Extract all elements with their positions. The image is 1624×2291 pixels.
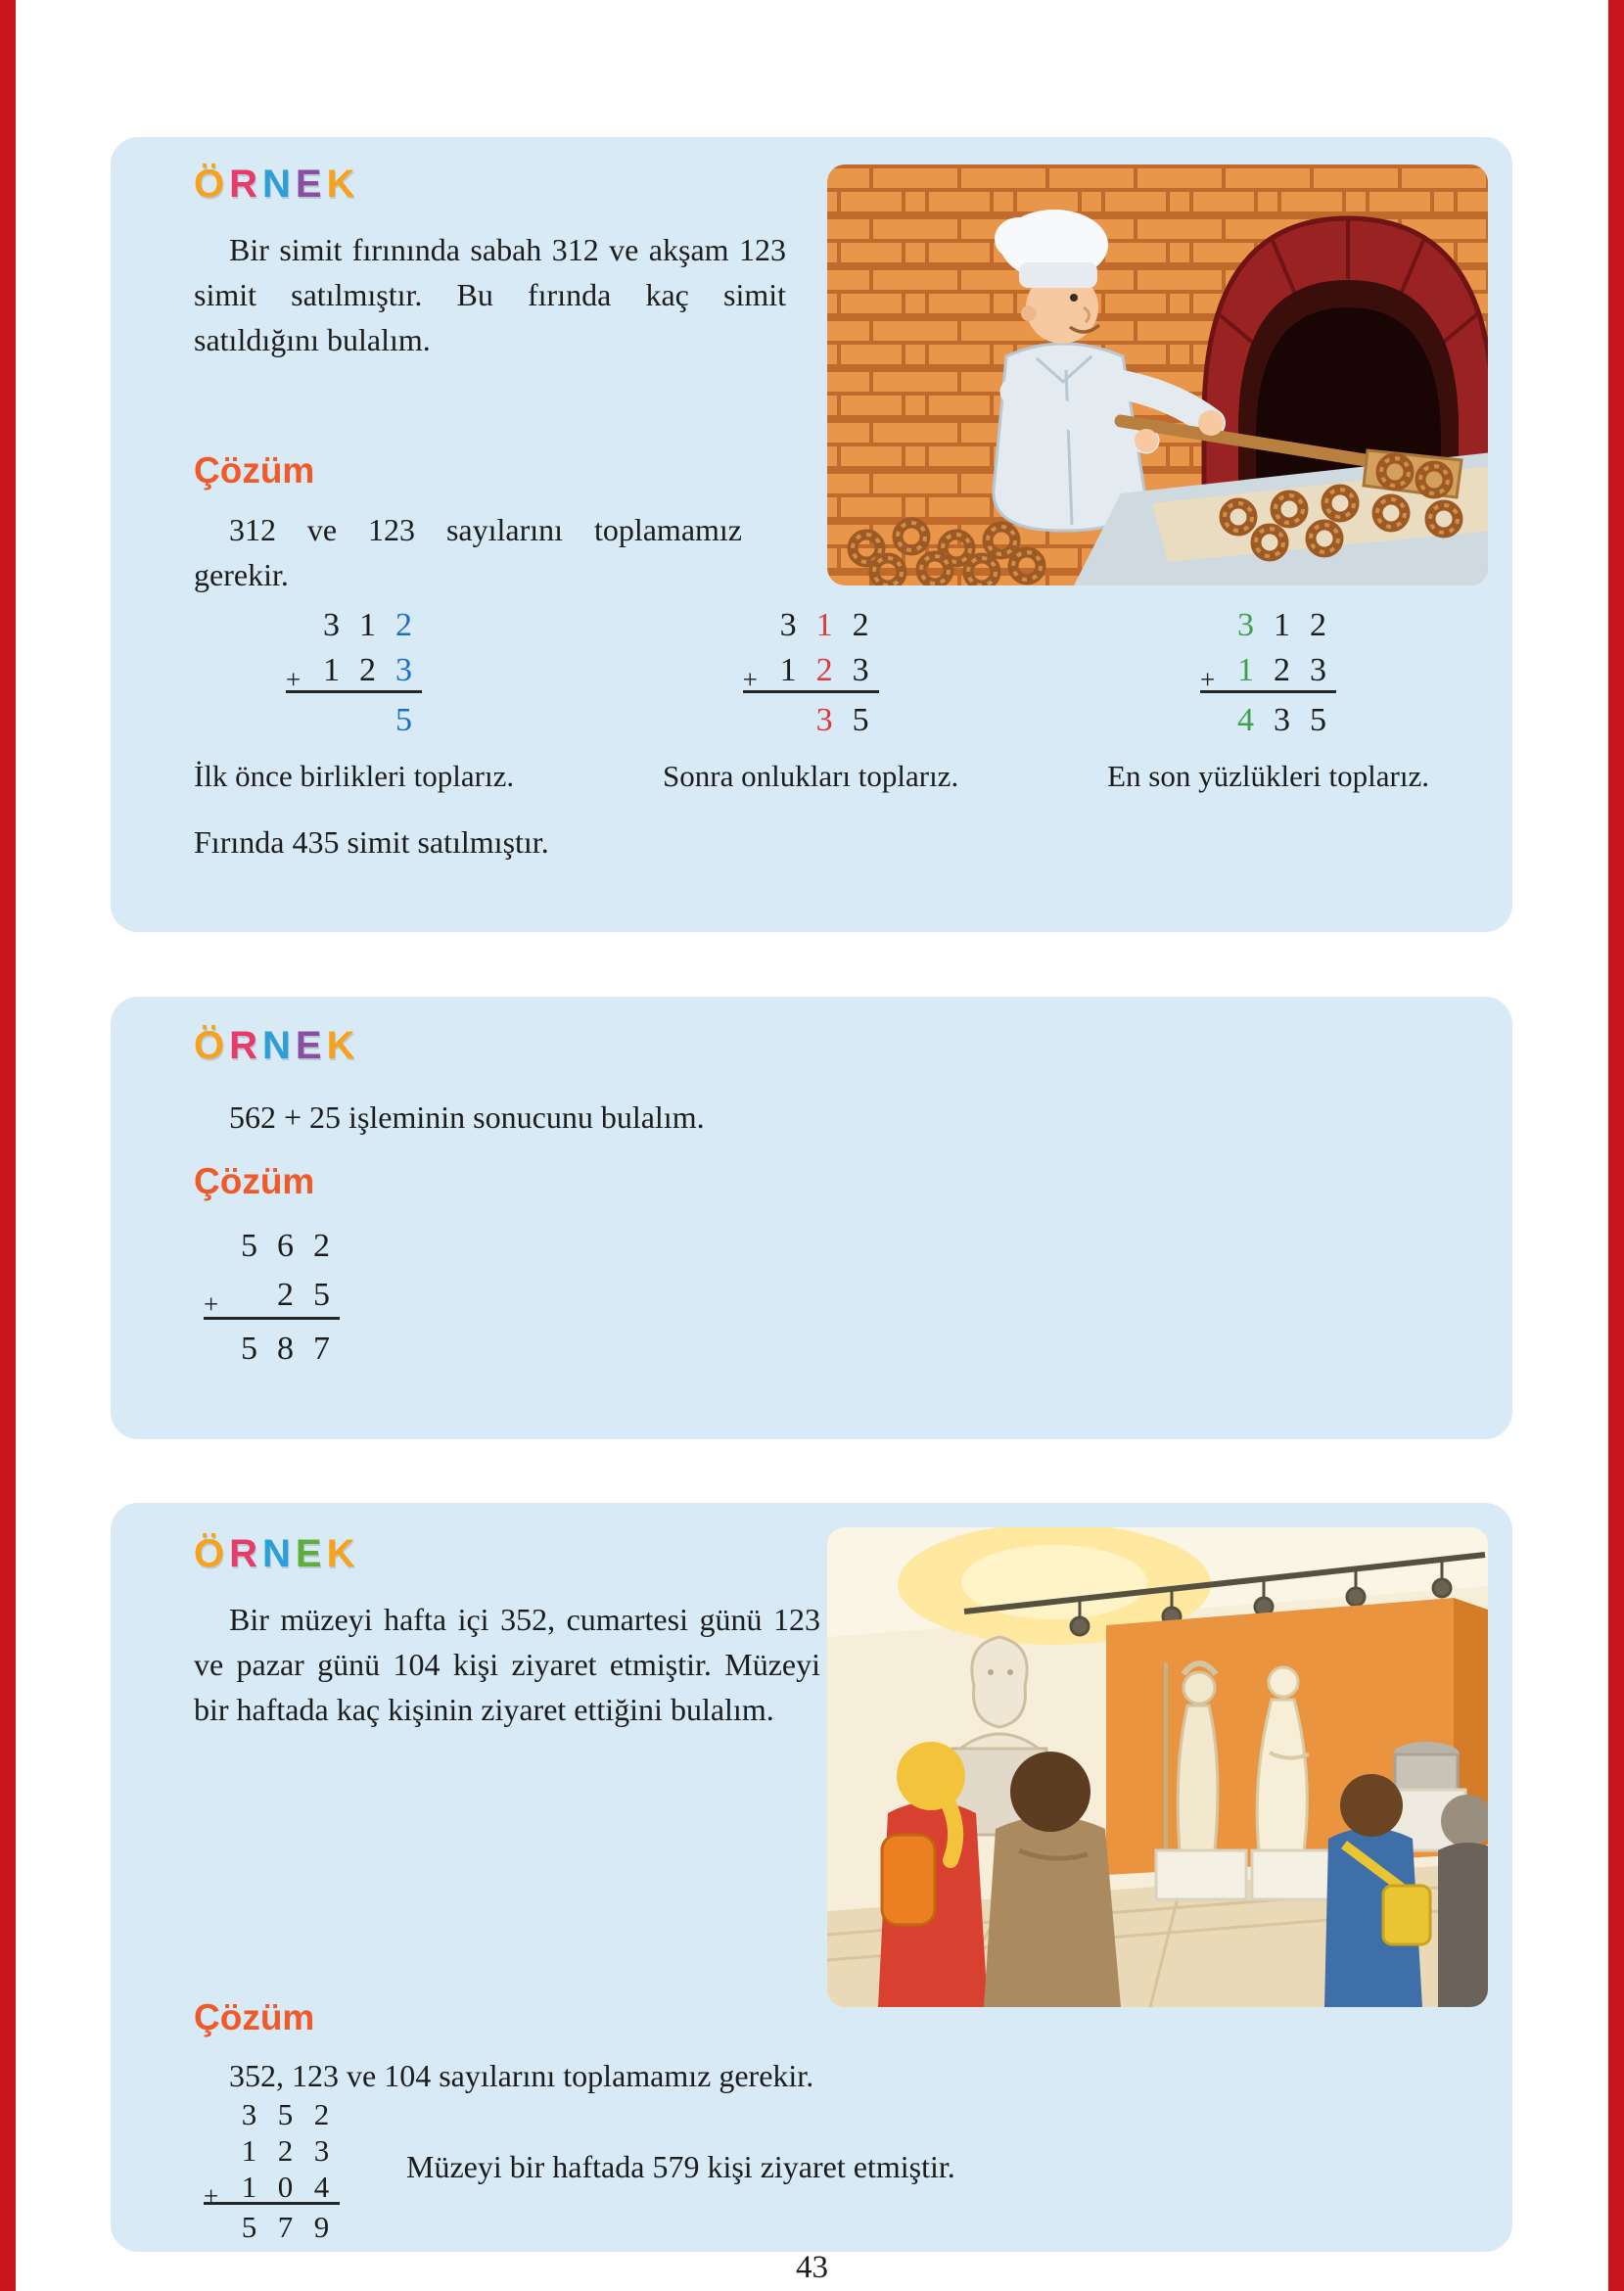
column-addition-tens [743,603,879,743]
digit: 5 [852,702,869,738]
solution-intro-1: 312 ve 123 sayılarını toplamamız gerekir. [194,512,742,592]
cozum-heading-3: Çözüm [194,1997,315,2037]
digit: 2 [313,2097,330,2131]
digit: 3 [1237,607,1255,643]
plus-sign: + [1200,665,1216,694]
digit: 3 [1274,702,1291,738]
digit: 3 [395,652,413,688]
ornek-letter: N [262,1532,296,1575]
ornek-letter: N [262,163,296,206]
ornek-letter: N [262,1024,296,1067]
problem-text-3: Bir müzeyi hafta içi 352, cumartesi günü 123 ve pazar günü 104 kişi ziyaret etmiştir. Müzeyi bir haftada kaç kişinin ziyaret ettiğini bulalım. [194,1602,820,1727]
digit: 1 [241,2133,257,2168]
right-red-edge-bar [1608,0,1624,2291]
conclusion-1: Fırında 435 simit satılmıştır. [194,824,549,860]
digit: 5 [1310,702,1327,738]
digit: 2 [852,607,869,643]
problem-text-2: 562 + 25 işleminin sonucunu bulalım. [229,1099,705,1135]
digit: 3 [1310,652,1327,688]
problem-text-1: Bir simit fırınında sabah 312 ve akşam 123 simit satılmıştır. Bu fırında kaç simit satıldığını bulalım. [194,232,786,357]
digit: 3 [323,607,341,643]
addend-row [204,2169,340,2211]
digit: 1 [779,652,797,688]
digit: 2 [313,1228,330,1264]
example-card-2 [111,997,1512,1439]
addend-row [1200,648,1336,693]
step-caption-units: İlk önce birlikleri toplarız. [194,759,515,793]
addend-row [1200,603,1336,648]
addend-row [204,2132,340,2169]
result-row [743,698,879,743]
conclusion-3: Müzeyi bir haftada 579 kişi ziyaret etmiştir. [406,2149,955,2184]
digit: 3 [815,702,833,738]
result-row [1200,698,1336,743]
digit: 4 [313,2170,330,2204]
cozum-heading-2: Çözüm [194,1161,315,1201]
result-row [286,698,422,743]
baker-scene [827,164,1488,585]
ornek-heading-3 [194,1532,359,1576]
ornek-heading-2 [194,1024,359,1068]
addition-step-tens [663,603,958,794]
digit: 3 [779,607,797,643]
cozum-heading-1: Çözüm [194,450,315,491]
plus-sign: + [286,665,302,694]
plus-sign: + [204,2181,219,2211]
museum-illustration [827,1527,1488,2007]
digit: 1 [323,652,341,688]
digit: 3 [313,2133,330,2168]
ornek-letter: Ö [194,1532,230,1575]
step-caption-tens: Sonra onlukları toplarız. [663,759,959,793]
addend-row [743,648,879,693]
ornek-letter: E [295,1024,327,1067]
step-caption-hundreds: En son yüzlükleri toplarız. [1107,759,1429,793]
digit: 1 [1237,652,1255,688]
digit: 5 [241,1331,257,1367]
digit: 1 [359,607,377,643]
digit: 6 [277,1228,294,1264]
digit: 5 [241,1228,257,1264]
digit: 7 [277,2210,294,2244]
digit: 2 [815,652,833,688]
digit: 7 [313,1331,330,1367]
digit: 3 [241,2097,257,2131]
addend-row [204,2096,340,2132]
addend-row [286,603,422,648]
ornek-letter: R [229,163,263,206]
ornek-letter: K [326,1024,360,1067]
ornek-letter: Ö [194,163,230,206]
digit: 5 [241,2210,257,2244]
baker-illustration [827,164,1488,585]
digit: 1 [815,607,833,643]
digit: 5 [313,1277,330,1313]
plus-sign: + [742,665,758,694]
addend-row [204,1222,340,1271]
addend-row [743,603,879,648]
column-addition-562-25 [204,1222,340,1374]
digit: 4 [1237,702,1255,738]
digit: 9 [313,2210,330,2244]
ornek-heading-1 [194,163,359,207]
digit: 2 [395,607,413,643]
digit: 2 [1274,652,1291,688]
addition-step-hundreds [1107,603,1429,794]
digit: 2 [359,652,377,688]
digit: 1 [241,2170,257,2204]
digit: 5 [277,2097,294,2131]
visitor-partial-right [1438,1795,1488,2007]
digit: 1 [1274,607,1291,643]
plus-sign: + [204,1289,219,1319]
addition-steps-row [194,603,1429,794]
digit: 3 [852,652,869,688]
addition-step-units [194,603,514,794]
ornek-letter: K [326,163,360,206]
digit: 8 [277,1331,294,1367]
digit: 2 [277,2133,294,2168]
ornek-letter: Ö [194,1024,230,1067]
ornek-letter: K [326,1532,360,1575]
digit: 5 [395,702,413,738]
ornek-letter: E [295,163,327,206]
ornek-letter: E [295,1532,327,1575]
digit: 0 [277,2170,294,2204]
result-row [204,1325,340,1374]
addend-row [204,1271,340,1320]
addend-row [286,648,422,693]
digit: 2 [277,1277,294,1313]
column-addition-352-123-104 [204,2096,340,2245]
left-red-edge-bar [0,0,16,2291]
example-card-3 [111,1503,1512,2252]
ornek-letter: R [229,1532,263,1575]
digit: 2 [1310,607,1327,643]
column-addition-hundreds [1200,603,1336,743]
ornek-letter: R [229,1024,263,1067]
solution-intro-3: 352, 123 ve 104 sayılarını toplamamız gerekir. [229,2058,814,2093]
museum-scene [827,1527,1488,2007]
page-number: 43 [796,2250,828,2285]
example-card-1 [111,137,1512,932]
column-addition-units [286,603,422,743]
